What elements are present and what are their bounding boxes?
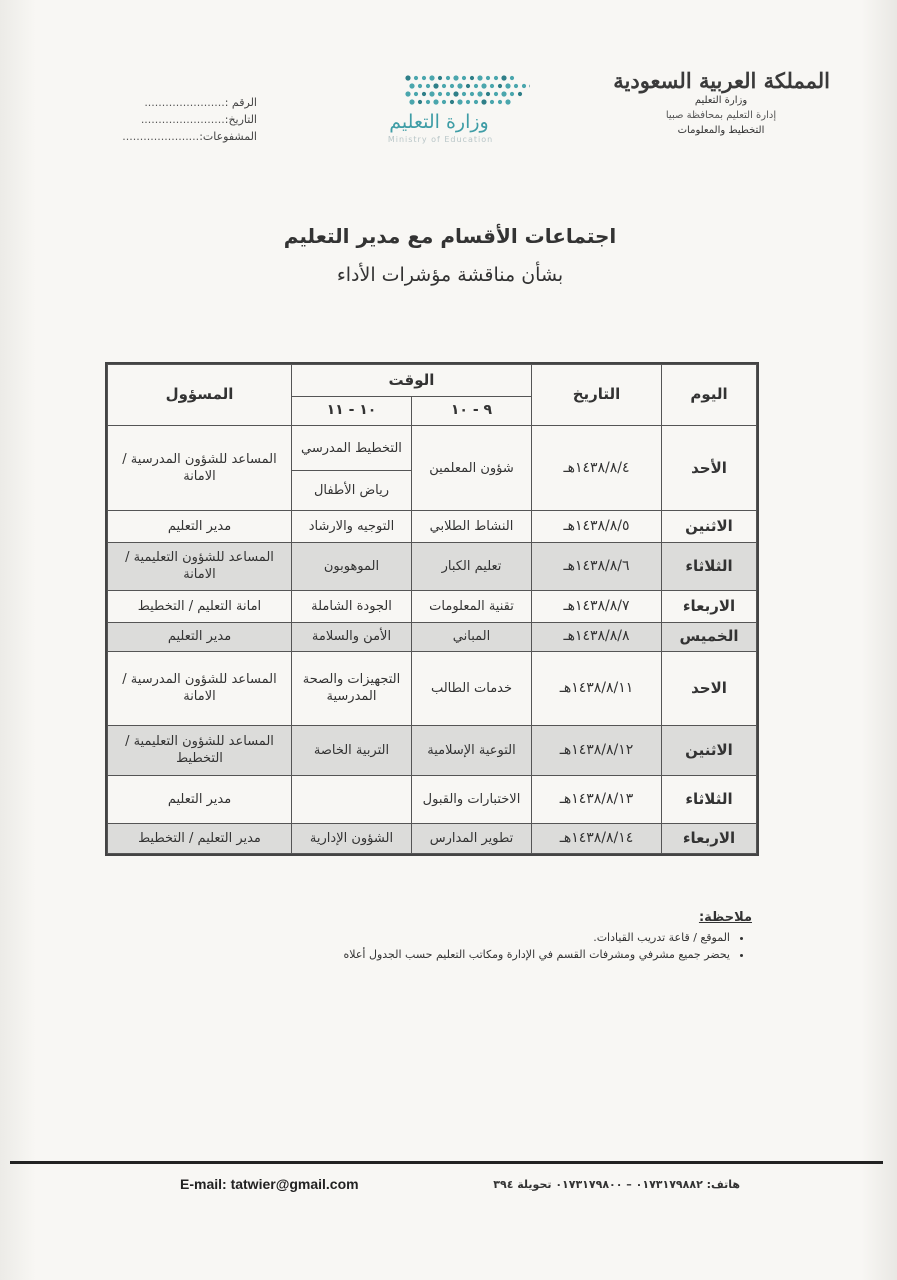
table-row (108, 425, 757, 470)
note-item: • الموقع / قاعة تدريب القيادات. (200, 929, 730, 946)
table-row (108, 824, 757, 854)
logo-dot (429, 91, 434, 96)
logo-dot (486, 92, 490, 96)
logo-dot (453, 91, 458, 96)
row-date: ١٤٣٨/٨/١١هـ (532, 652, 662, 726)
table-row (108, 776, 757, 824)
logo-dot (481, 83, 486, 88)
row-day: الأحد (662, 425, 757, 510)
table-row (108, 591, 757, 623)
table-row (108, 622, 757, 651)
logo-dot (477, 91, 482, 96)
logo-dot (494, 92, 498, 96)
row-date: ١٤٣٨/٨/١٤هـ (532, 824, 662, 854)
logo-dot (405, 91, 410, 96)
logo-dot (466, 100, 470, 104)
row-date: ١٤٣٨/٨/٥هـ (532, 511, 662, 543)
logo-dot (446, 92, 450, 96)
ref-number-row (105, 92, 257, 109)
row-slot-1: الاختبارات والقبول (412, 776, 532, 824)
logo-dot (474, 100, 478, 104)
logo-dot (510, 76, 514, 80)
ref-date-row (105, 109, 257, 126)
row-responsible: المساعد للشؤون المدرسية / الامانة (108, 652, 292, 726)
row-day: الثلاثاء (662, 542, 757, 590)
row-responsible: مدير التعليم (108, 511, 292, 543)
header-slot-1: ٩ - ١٠ (412, 396, 532, 425)
row-day: الاحد (662, 652, 757, 726)
row-slot-2: الجودة الشاملة (291, 591, 411, 623)
row-slot-1: تقنية المعلومات (412, 591, 532, 623)
logo-dot (438, 92, 442, 96)
row-date: ١٤٣٨/٨/٤هـ (532, 425, 662, 510)
row-slot-1: التوعية الإسلامية (412, 725, 532, 775)
row-date: ١٤٣٨/٨/٧هـ (532, 591, 662, 623)
footer-email: E-mail: tatwier@gmail.com (180, 1176, 359, 1192)
page-subtitle: بشأن مناقشة مؤشرات الأداء (336, 264, 564, 286)
logo-dot (409, 99, 414, 104)
row-slot-2: الشؤون الإدارية (291, 824, 411, 854)
table-row (108, 725, 757, 775)
logo-dot (457, 83, 462, 88)
reference-fields (105, 92, 257, 143)
ref-attachments-dots: ...................... (122, 130, 200, 143)
logo-dot (486, 76, 490, 80)
logo-dot (450, 100, 454, 104)
ref-attachments-row (105, 126, 257, 143)
logo-dot (414, 76, 418, 80)
logo-dot (418, 84, 422, 88)
logo-dot (470, 92, 474, 96)
table-row (108, 542, 757, 590)
row-responsible: مدير التعليم (108, 622, 292, 651)
row-day: الاثنين (662, 511, 757, 543)
logo-dot (405, 75, 410, 80)
logo-dot (529, 83, 530, 88)
logo-dot (438, 76, 442, 80)
logo-dot (498, 100, 502, 104)
header-date: التاريخ (532, 365, 662, 426)
row-slot-2: التوجيه والارشاد (291, 511, 411, 543)
row-slot-2: التجهيزات والصحة المدرسية (291, 652, 411, 726)
logo-dot (505, 83, 510, 88)
logo-dot (494, 76, 498, 80)
ref-date-label: التاريخ: (224, 113, 257, 126)
row-date: ١٤٣٨/٨/٦هـ (532, 542, 662, 590)
kingdom-title: المملكة العربية السعودية (613, 68, 830, 93)
logo-dot (477, 75, 482, 80)
page-title: اجتماعات الأقسام مع مدير التعليم (283, 224, 617, 248)
logo-dot (453, 75, 458, 80)
logo-dot (490, 84, 494, 88)
row-slot-1: تعليم الكبار (412, 542, 532, 590)
logo-dot (481, 99, 486, 104)
table-row (108, 511, 757, 543)
row-date: ١٤٣٨/٨/٨هـ (532, 622, 662, 651)
ministry-logo (340, 72, 535, 152)
footer-phone: هاتف: ٠١٧٣١٧٩٨٨٢ – ٠١٧٣١٧٩٨٠٠ تحويلة ٣٩٤ (493, 1178, 740, 1191)
row-responsible: المساعد للشؤون التعليمية / التخطيط (108, 725, 292, 775)
row-responsible: مدير التعليم (108, 776, 292, 824)
logo-dot (466, 84, 470, 88)
logo-dot (505, 99, 510, 104)
ref-attachments-label: المشفوعات: (199, 130, 257, 143)
header-slot-2: ١٠ - ١١ (291, 396, 411, 425)
logo-dot (522, 84, 526, 88)
row-day: الاثنين (662, 725, 757, 775)
row-slot-2: الموهوبون (291, 542, 411, 590)
logo-dot (433, 99, 438, 104)
notes-title: ملاحظة: (698, 910, 752, 925)
footer (180, 1176, 740, 1196)
ministry-dots-logo-icon (402, 74, 530, 108)
logo-dot (418, 100, 422, 104)
row-responsible: المساعد للشؤون التعليمية / الامانة (108, 542, 292, 590)
logo-dot (518, 92, 522, 96)
logo-dot (433, 83, 438, 88)
ref-number-label: الرقم : (224, 96, 257, 109)
logo-dot (462, 92, 466, 96)
header-time: الوقت (291, 365, 531, 397)
note-item: • يحضر جميع مشرفي ومشرفات القسم في الإدارة ومكاتب التعليم حسب الجدول أعلاه (200, 946, 730, 963)
ministry-name: وزارة التعليم (389, 111, 489, 133)
logo-dot (442, 84, 446, 88)
row-slot-2a: التخطيط المدرسي (291, 425, 411, 470)
row-responsible: امانة التعليم / التخطيط (108, 591, 292, 623)
row-slot-2 (291, 776, 411, 824)
logo-dot (501, 91, 506, 96)
header-day: اليوم (662, 365, 757, 426)
row-day: الاربعاء (662, 824, 757, 854)
logo-dot (422, 92, 426, 96)
header-responsible: المسؤول (108, 365, 292, 426)
logo-dot (450, 84, 454, 88)
ref-number-dots: ....................... (144, 96, 225, 109)
logo-dot (442, 100, 446, 104)
row-slot-2b: رياض الأطفال (291, 471, 411, 511)
logo-dot (510, 92, 514, 96)
logo-dot (414, 92, 418, 96)
logo-dot (422, 76, 426, 80)
row-slot-1: النشاط الطلابي (412, 511, 532, 543)
kingdom-header (612, 68, 830, 138)
logo-dot (409, 83, 414, 88)
logo-dot (498, 84, 502, 88)
logo-dot (490, 100, 494, 104)
row-day: الاربعاء (662, 591, 757, 623)
footer-divider (10, 1161, 883, 1164)
notes-section (200, 910, 752, 963)
row-slot-2: الأمن والسلامة (291, 622, 411, 651)
logo-dot (462, 76, 466, 80)
ref-date-dots: ........................ (140, 113, 225, 126)
logo-dot (514, 84, 518, 88)
row-slot-2: التربية الخاصة (291, 725, 411, 775)
logo-dot (446, 76, 450, 80)
row-date: ١٤٣٨/٨/١٢هـ (532, 725, 662, 775)
row-slot-1: تطوير المدارس (412, 824, 532, 854)
kingdom-line-department: التخطيط والمعلومات (677, 125, 765, 136)
row-day: الخميس (662, 622, 757, 651)
row-slot-1: شؤون المعلمين (412, 425, 532, 510)
notes-list (200, 929, 752, 963)
logo-dot (426, 84, 430, 88)
row-date: ١٤٣٨/٨/١٣هـ (532, 776, 662, 824)
row-slot-1: خدمات الطالب (412, 652, 532, 726)
ministry-name-en: Ministry of Education (387, 135, 494, 144)
table-row (108, 652, 757, 726)
logo-dot (474, 84, 478, 88)
row-responsible: مدير التعليم / التخطيط (108, 824, 292, 854)
row-slot-1: المباني (412, 622, 532, 651)
logo-dot (429, 75, 434, 80)
row-responsible: المساعد للشؤون المدرسية / الامانة (108, 425, 292, 510)
logo-dot (470, 76, 474, 80)
schedule-table (105, 362, 759, 856)
logo-dot (501, 75, 506, 80)
logo-dot (457, 99, 462, 104)
kingdom-line-directorate: إدارة التعليم بمحافظة صبيا (665, 110, 777, 121)
row-day: الثلاثاء (662, 776, 757, 824)
logo-dot (426, 100, 430, 104)
kingdom-line-ministry: وزارة التعليم (694, 95, 748, 106)
